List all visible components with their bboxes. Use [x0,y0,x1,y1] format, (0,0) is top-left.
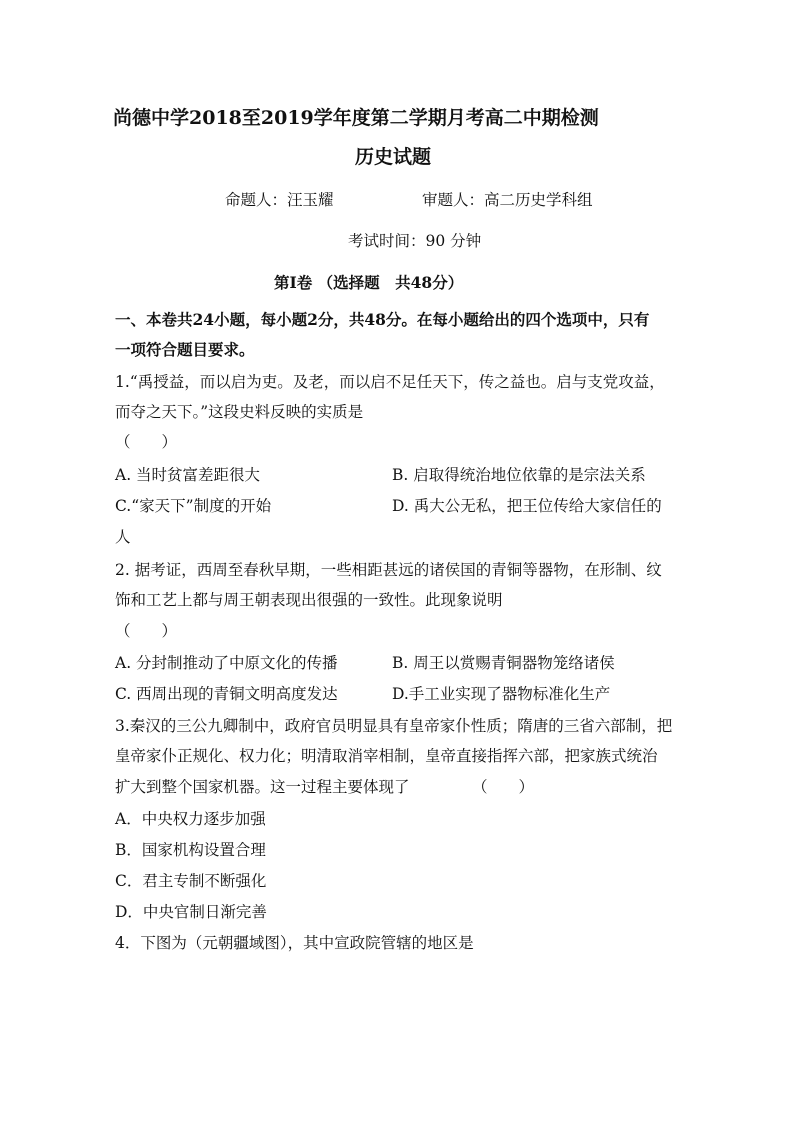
question-3-stem-cont: 皇帝家仆正规化、权力化；明清取消宰相制，皇帝直接指挥六部，把家族式统治 [115,747,658,765]
question-2-option-b: B. 周王以赏赐青铜器物笼络诸侯 [392,654,615,672]
author-label: 命题人：汪玉耀 [225,191,334,209]
question-1-stem: 1.“禹授益，而以启为吏。及老，而以启不足任天下，传之益也。启与支党攻益， [115,373,665,391]
question-2-stem: 2. 据考证，西周至春秋早期，一些相距甚远的诸侯国的青铜等器物，在形制、纹 [115,561,662,579]
question-3-answer-blank: （ ） [472,778,535,796]
section-heading: 第Ⅰ卷 （选择题 共48分） [274,273,464,292]
question-3-stem-cont-2: 扩大到整个国家机器。这一过程主要体现了 [115,778,410,796]
question-3-stem: 3.秦汉的三公九卿制中，政府官员明显具有皇帝家仆性质；隋唐的三省六部制，把 [115,717,673,735]
question-3-option-a: A．中央权力逐步加强 [115,810,266,828]
question-2-option-a: A. 分封制推动了中原文化的传播 [115,654,338,672]
exam-title: 尚德中学2018至2019学年度第二学期月考高二中期检测 [113,107,599,129]
reviewer-label: 审题人：高二历史学科组 [422,191,593,209]
section-instruction-cont: 一项符合题目要求。 [115,340,255,359]
question-1-answer-blank: （ ） [115,433,178,451]
question-1-option-b: B. 启取得统治地位依靠的是宗法关系 [392,466,646,484]
question-1-option-d-wrap: 人 [115,528,131,546]
question-2-option-c: C. 西周出现的青铜文明高度发达 [115,685,338,703]
question-2-answer-blank: （ ） [115,622,178,640]
question-1-option-a: A. 当时贫富差距很大 [115,466,261,484]
question-1-option-c: C.“家天下”制度的开始 [115,497,272,515]
question-1-option-d: D. 禹大公无私，把王位传给大家信任的 [392,497,662,515]
question-2-stem-cont: 饰和工艺上都与周王朝表现出很强的一致性。此现象说明 [115,591,503,609]
question-2-option-d: D.手工业实现了器物标准化生产 [392,685,611,703]
exam-time: 考试时间：90 分钟 [348,232,482,250]
question-3-option-c: C．君主专制不断强化 [115,872,267,890]
question-4-stem: 4．下图为（元朝疆域图），其中宣政院管辖的地区是 [115,934,474,952]
section-instruction: 一、本卷共24小题，每小题2分，共48分。在每小题给出的四个选项中，只有 [115,310,650,329]
question-1-stem-cont: 而夺之天下。”这段史料反映的实质是 [115,403,364,421]
question-3-option-b: B．国家机构设置合理 [115,841,266,859]
question-3-option-d: D．中央官制日渐完善 [115,903,267,921]
exam-subject-title: 历史试题 [355,146,432,168]
